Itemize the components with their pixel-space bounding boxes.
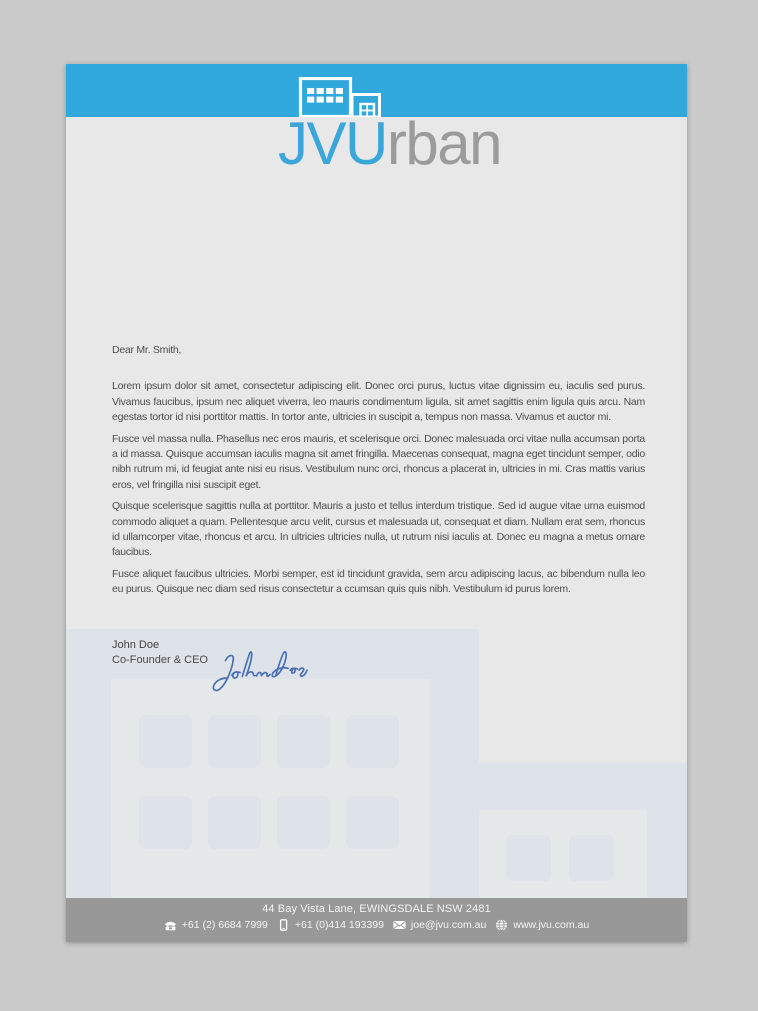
watermark-window xyxy=(139,796,192,849)
contact-phone xyxy=(164,919,268,931)
logo-text-gray: rban xyxy=(386,110,501,177)
paragraph: Quisque scelerisque sagittis nulla at porttitor. Mauris a justo et tellus interdum tristique. Sed id augue vitae urna euismod commodo aliquet a quam. Pellentesque arcu velit, cursus et malesuada ut, consequat et diam. Nullam erat sem, rhoncus id ullamcorper vitae, rhoncus et arcu. In ultricies ultricies nulla, ut rutrum nisi iaculis at. Donec eu magna a metus ornare faucibus. xyxy=(112,500,645,559)
watermark-window xyxy=(139,715,192,768)
logo-wordmark xyxy=(278,110,501,177)
watermark-window xyxy=(277,796,330,849)
signoff-name: John Doe xyxy=(112,639,160,651)
letter-paper xyxy=(66,64,687,942)
contact-label: joe@jvu.com.au xyxy=(410,919,487,931)
paragraph: Lorem ipsum dolor sit amet, consectetur adipiscing elit. Donec orci purus, luctus vitae dignissim eu, iaculis sed purus. Vivamus faucibus, ipsum nec aliquet viverra, leo mauris condimentum ligula, sit amet sagittis enim ligula quis arcu. Nam egestas tortor id nisi porttitor mattis. In tortor ante, ultricies in suscipit a, tempus non massa. Vivamus et auctor mi. xyxy=(112,380,645,424)
watermark-window xyxy=(346,715,399,768)
contact-label: +61 (0)414 193399 xyxy=(294,919,384,931)
watermark-window xyxy=(277,715,330,768)
watermark-window xyxy=(506,835,551,881)
signoff-title: Co-Founder & CEO xyxy=(112,654,208,666)
watermark-window xyxy=(346,796,399,849)
address-line: 44 Bay Vista Lane, EWINGSDALE NSW 2481 xyxy=(262,903,491,915)
footer-bar xyxy=(66,898,687,942)
contact-mobile xyxy=(277,919,384,931)
mobile-icon xyxy=(277,919,290,931)
email-icon xyxy=(393,919,406,931)
contact-label: +61 (2) 6684 7999 xyxy=(181,919,268,931)
watermark-building-right xyxy=(479,810,647,898)
contact-label: www.jvu.com.au xyxy=(513,919,590,931)
website-icon xyxy=(495,919,508,931)
letter-body xyxy=(112,343,645,604)
contact-website xyxy=(495,919,589,931)
paragraph: Fusce aliquet faucibus ultricies. Morbi semper, est id tincidunt gravida, sem arcu adipiscing lacus, ac bibendum nulla leo eu purus. Quisque nec diam sed risus consectetur a ccumsan quis quis nibh. Vestibulum id purus lorem. xyxy=(112,567,645,596)
contact-line xyxy=(66,919,687,931)
phone-icon xyxy=(164,919,177,931)
watermark-window xyxy=(569,835,614,881)
contact-email xyxy=(393,919,486,931)
paragraph: Fusce vel massa nulla. Phasellus nec eros mauris, et scelerisque orci. Donec malesuada orci vitae nulla accumsan porta a id massa. Quisque accumsan iaculis magna sit amet fringilla. Maecenas consequat, magna eget tincidunt semper, odio nibh rutrum mi, id feugiat ante nisi eu risus. Vestibulum nunc orci, rhoncus a placerat in, ultricies in mi. Cras mattis varius eros, vel fringilla nisi suscipit eget. xyxy=(112,432,645,491)
logo-text-blue: JVU xyxy=(278,110,387,177)
watermark-building-left xyxy=(111,679,430,898)
watermark-window xyxy=(208,796,261,849)
watermark-window xyxy=(208,715,261,768)
signoff-block xyxy=(112,638,208,668)
signature xyxy=(203,644,309,698)
greeting: Dear Mr. Smith, xyxy=(112,344,182,356)
